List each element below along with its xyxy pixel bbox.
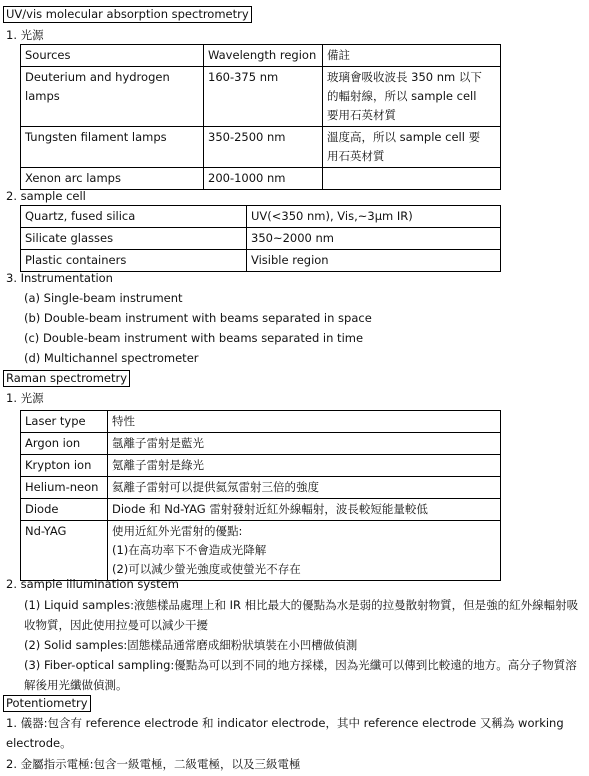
- raman-section-title: Raman spectrometry: [3, 370, 130, 387]
- note-line: 用石英材質: [327, 149, 385, 163]
- illumination-item: (1) Liquid samples:液態樣品處理上和 IR 相比最大的優點為水是弱的拉曼散射物質，但是強的紅外線輻射吸收物質，因此使用拉曼可以減少干擾: [24, 598, 579, 632]
- cell-line: 使用近紅外光雷射的優點:: [112, 524, 243, 538]
- raman-item-2: 2. sample illumination system: [6, 577, 179, 591]
- table-cell: Diode 和 Nd-YAG 雷射發射近紅外線輻射，波長較短能量較低: [108, 499, 501, 521]
- table-cell: Xenon arc lamps: [21, 168, 204, 190]
- table-cell: Visible region: [247, 250, 501, 272]
- table-cell: 氦離子雷射可以提供氦氖雷射三倍的強度: [108, 477, 501, 499]
- table-cell: Quartz, fused silica: [21, 206, 247, 228]
- table-header-cell: Laser type: [21, 411, 108, 433]
- raman-item-1: 1. 光源: [6, 391, 44, 405]
- table-row: [21, 477, 501, 499]
- table-row: [21, 228, 501, 250]
- table-row: [21, 127, 501, 168]
- cell-line: (2)可以減少螢光強度或使螢光不存在: [112, 562, 301, 576]
- potentiometry-item: 1. 儀器:包含有 reference electrode 和 indicator electrode，其中 reference electrode 又稱為 working electrode。: [6, 716, 564, 750]
- table-cell: Nd-YAG: [21, 521, 108, 581]
- table-row: [21, 455, 501, 477]
- uv-item-2: 2. sample cell: [6, 189, 86, 203]
- table-row: [21, 250, 501, 272]
- uv-section-title: UV/vis molecular absorption spectrometry: [3, 6, 252, 23]
- table-cell-note: [323, 67, 501, 127]
- table-header-cell: Sources: [21, 45, 204, 67]
- illumination-item: (3) Fiber-optical sampling:優點為可以到不同的地方採樣，因為光纖可以傳到比較遠的地方。高分子物質溶解後用光纖做偵測。: [24, 658, 577, 692]
- potentiometry-item: 2. 金屬指示電極:包含一級電極，二級電極，以及三級電極: [6, 757, 301, 771]
- table-cell-note: [323, 127, 501, 168]
- note-line: 玻璃會吸收波長 350 nm 以下: [327, 70, 482, 84]
- table-cell: 氪離子雷射是綠光: [108, 455, 501, 477]
- instrument-item: (d) Multichannel spectrometer: [24, 351, 199, 365]
- uv-light-source-table: [20, 44, 501, 190]
- uv-item-3: 3. Instrumentation: [6, 271, 113, 285]
- sample-cell-table: [20, 205, 501, 272]
- table-header-cell: Wavelength region: [204, 45, 323, 67]
- note-line: 溫度高，所以 sample cell 要: [327, 130, 481, 144]
- table-cell: 160-375 nm: [204, 67, 323, 127]
- table-cell: Diode: [21, 499, 108, 521]
- illumination-item: (2) Solid samples:固態樣品通常磨成細粉狀填裝在小凹槽做偵測: [24, 638, 358, 652]
- table-cell: 200-1000 nm: [204, 168, 323, 190]
- table-cell: UV(<350 nm), Vis,~3μm IR): [247, 206, 501, 228]
- table-cell: Tungsten filament lamps: [21, 127, 204, 168]
- table-cell: 氬離子雷射是藍光: [108, 433, 501, 455]
- table-cell-note: [323, 168, 501, 190]
- table-cell: [108, 521, 501, 581]
- instrument-item: (a) Single-beam instrument: [24, 291, 183, 305]
- table-header-cell: 備註: [323, 45, 501, 67]
- table-header-row: [21, 45, 501, 67]
- table-cell: Silicate glasses: [21, 228, 247, 250]
- cell-line: (1)在高功率下不會造成光降解: [112, 543, 267, 557]
- uv-item-1: 1. 光源: [6, 28, 44, 42]
- note-line: 的輻射線，所以 sample cell: [327, 89, 477, 103]
- laser-type-table: [20, 410, 501, 581]
- instrument-item: (b) Double-beam instrument with beams separated in space: [24, 311, 372, 325]
- table-header-row: [21, 411, 501, 433]
- table-row: [21, 67, 501, 127]
- table-cell: Helium-neon: [21, 477, 108, 499]
- table-cell: 350-2500 nm: [204, 127, 323, 168]
- table-row: [21, 521, 501, 581]
- table-cell: Krypton ion: [21, 455, 108, 477]
- table-cell: 350~2000 nm: [247, 228, 501, 250]
- table-row: [21, 206, 501, 228]
- table-header-cell: 特性: [108, 411, 501, 433]
- table-cell: Argon ion: [21, 433, 108, 455]
- potentiometry-section-title: Potentiometry: [3, 695, 91, 712]
- table-cell: Deuterium and hydrogen lamps: [21, 67, 204, 127]
- table-cell: Plastic containers: [21, 250, 247, 272]
- table-row: [21, 168, 501, 190]
- note-line: 要用石英材質: [327, 108, 396, 122]
- instrument-item: (c) Double-beam instrument with beams separated in time: [24, 331, 364, 345]
- table-row: [21, 433, 501, 455]
- table-row: [21, 499, 501, 521]
